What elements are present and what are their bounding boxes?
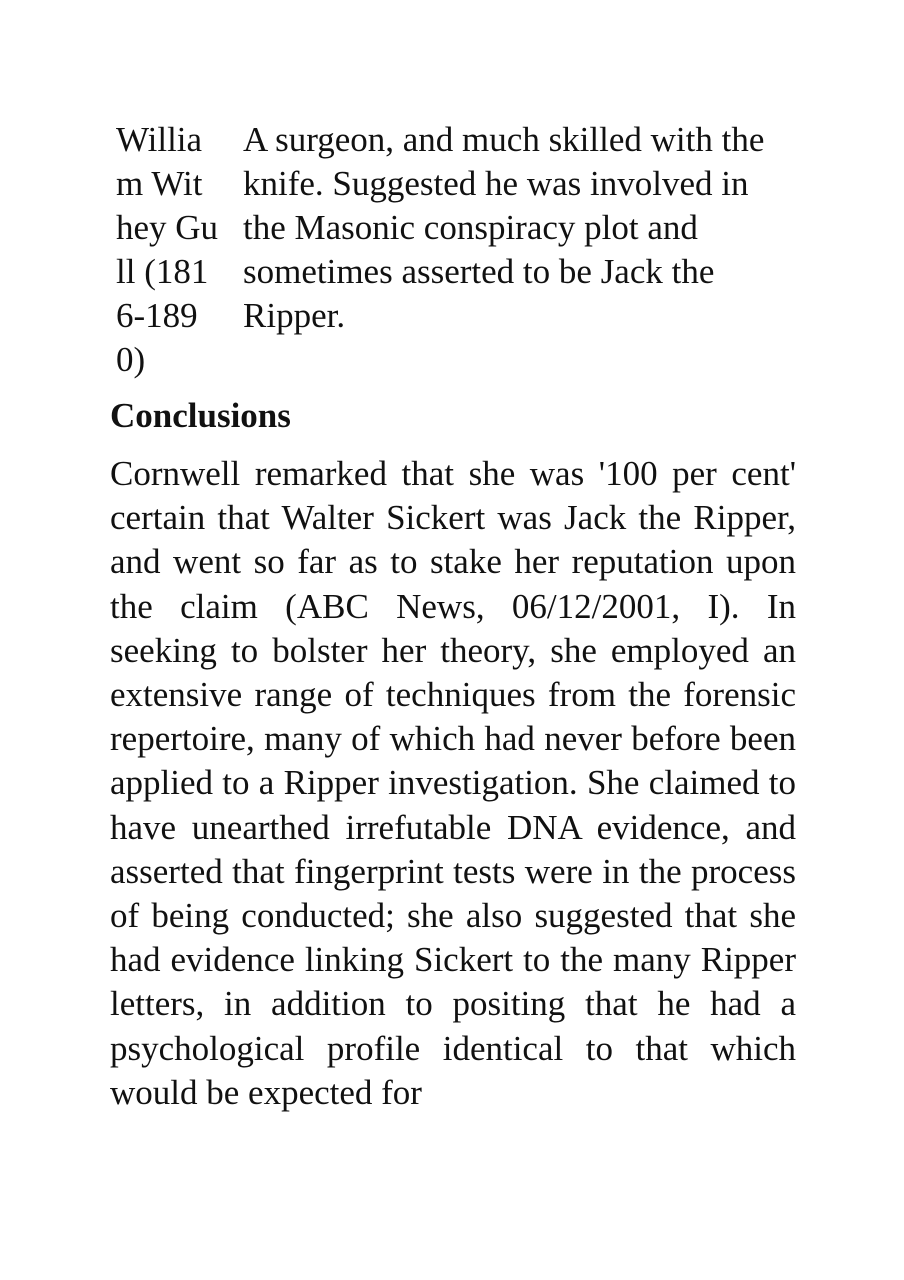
table-row [110,118,768,382]
section-heading: Conclusions [110,396,291,435]
suspect-name-cell: William Withey Gull (1816-1890) [116,120,219,379]
suspect-description-cell: A surgeon, and much skilled with the knife. Suggested he was involved in the Masonic conspiracy plot and sometimes asserted to be Jack the Ripper. [243,120,765,335]
suspect-table [110,118,768,382]
document-page [110,118,796,1115]
conclusions-paragraph: Cornwell remarked that she was '100 per cent' certain that Walter Sickert was Jack the Ripper, and went so far as to stake her reputation upon the claim (ABC News, 06/12/2001, I). In seeking to bolster her theory, she employed an extensive range of techniques from the forensic repertoire, many of which had never before been applied to a Ripper investigation. She claimed to have unearthed irrefutable DNA evidence, and asserted that fingerprint tests were in the process of being conducted; she also suggested that she had evidence linking Sickert to the many Ripper letters, in addition to positing that he had a psychological profile identical to that which would be expected for [110,454,796,1112]
